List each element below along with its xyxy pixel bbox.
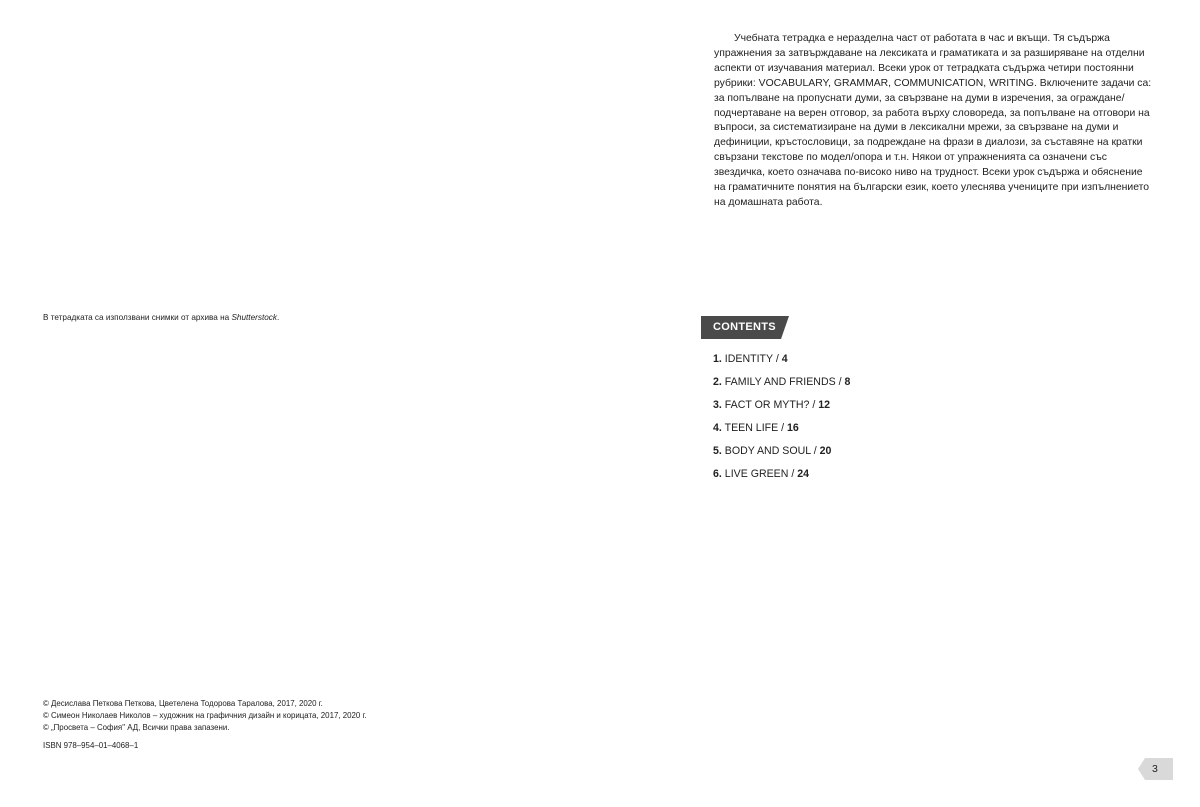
contents-title: CONTENTS <box>713 321 776 333</box>
copyright-block <box>43 698 367 734</box>
toc-item-page: 20 <box>819 445 832 457</box>
toc-item-title: IDENTITY <box>724 353 773 365</box>
copyright-line: © Симеон Николаев Николов – художник на графичния дизайн и корицата, 2017, 2020 г. <box>43 711 367 720</box>
toc-item[interactable] <box>713 376 850 399</box>
toc-item-number: 5. <box>713 445 722 457</box>
photo-credit <box>43 313 279 322</box>
toc-item-page: 12 <box>818 399 831 411</box>
toc-item-number: 4. <box>713 422 722 434</box>
contents-header <box>701 316 789 339</box>
toc-item-separator: / <box>835 376 845 388</box>
toc-item[interactable] <box>713 445 850 468</box>
toc-item-number: 6. <box>713 468 722 480</box>
toc-item-number: 3. <box>713 399 722 411</box>
toc-item-page: 8 <box>844 376 851 388</box>
toc-item-separator: / <box>809 399 819 411</box>
copyright-line: © Десислава Петкова Петкова, Цветелена Тодорова Таралова, 2017, 2020 г. <box>43 699 323 708</box>
toc-item-title: TEEN LIFE <box>724 422 779 434</box>
toc-item[interactable] <box>713 399 850 422</box>
toc-item-page: 24 <box>797 468 810 480</box>
photo-credit-suffix: . <box>276 313 280 322</box>
toc-item-separator: / <box>788 468 798 480</box>
toc-item-separator: / <box>810 445 820 457</box>
toc-item-number: 2. <box>713 376 722 388</box>
toc-item-title: BODY AND SOUL <box>724 445 811 457</box>
toc-item-page: 16 <box>787 422 799 434</box>
toc-item-page: 4 <box>781 353 788 365</box>
toc-item[interactable] <box>713 353 850 376</box>
isbn: ISBN 978–954–01–4068–1 <box>43 741 139 750</box>
toc-item-separator: / <box>772 353 782 365</box>
toc-item-separator: / <box>778 422 788 434</box>
toc-item-number: 1. <box>713 353 722 365</box>
toc-item[interactable] <box>713 468 850 491</box>
copyright-line: © „Просвета – София" АД, Всички права запазени. <box>43 723 230 732</box>
toc-item-title: FACT OR MYTH? <box>724 399 810 411</box>
table-of-contents <box>713 353 850 491</box>
photo-credit-prefix: В тетрадката са използвани снимки от архива на <box>43 313 232 322</box>
toc-item[interactable] <box>713 422 850 445</box>
toc-item-title: LIVE GREEN <box>724 468 789 480</box>
toc-item-title: FAMILY AND FRIENDS <box>724 376 836 388</box>
photo-credit-source: Shutterstock <box>231 313 277 322</box>
intro-paragraph: Учебната тетрадка е неразделна част от работата в час и вкъщи. Тя съдържа упражнения за затвърждаване на лексиката и граматиката и за разширяване на отделни аспекти от изучавания материал. Всеки урок от тетрадката съдържа четири постоянни рубрики: VOCABULARY, GRAMMAR, COMMUNICATION, WRITING. Включените задачи са: за попълване на пропуснати думи, за свързване на думи в изречения, за ограждане/подчертаване на верен отговор, за работа върху словореда, за попълване на отговори на въпроси, за систематизиране на думи в лексикални мрежи, за свързване на думи и дефиниции, кръстословици, за подреждане на фрази в диалози, за съставяне на кратки свързани текстове по модел/опора и т.н. Някои от упражненията са означени със звездичка, което означава по-високо ниво на трудност. Всеки урок съдържа и обяснение на граматичните понятия на български език, което улеснява учениците при изпълнението на домашната работа. <box>714 33 1152 208</box>
page-number-tab <box>1138 758 1173 780</box>
right-page <box>600 0 1200 807</box>
page-number: 3 <box>1152 763 1158 775</box>
